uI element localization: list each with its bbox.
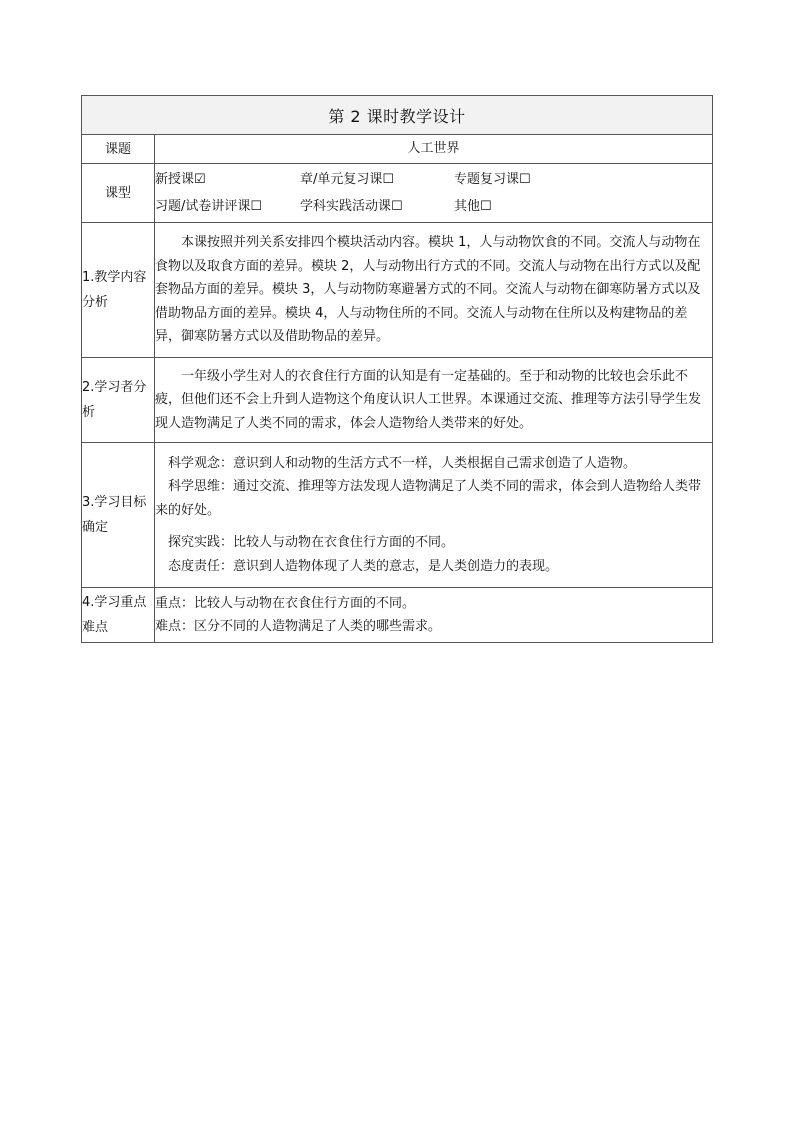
lesson-plan-table	[81, 95, 713, 643]
lesson-type-new: 新授课☑	[155, 171, 206, 187]
key-point-focus: 重点：比较人与动物在衣食住行方面的不同。	[155, 595, 416, 611]
lesson-type-other: 其他☐	[454, 198, 492, 214]
lesson-type-exercise-review: 习题/试卷讲评课☐	[155, 198, 263, 214]
key-point-difficulty: 难点：区分不同的人造物满足了人类的哪些需求。	[155, 619, 442, 634]
objectives-label: 3.学习目标确定	[82, 443, 155, 588]
lesson-type-practice: 学科实践活动课☐	[300, 198, 403, 214]
content-analysis-cell	[155, 223, 713, 358]
objective-practice: 探究实践：比较人与动物在衣食住行方面的不同。	[168, 535, 455, 551]
objectives-cell	[155, 443, 713, 588]
learner-analysis-text: 一年级小学生对人的衣食住行方面的认知是有一定基础的。至于和动物的比较也会乐此不疲，但他们还不会上升到人造物这个角度认识人工世界。本课通过交流、推理等方法引导学生发现人造物满足了人类不同的需求，体会人造物给人类带来的好处。	[155, 368, 702, 431]
learner-analysis-label: 2.学习者分析	[82, 358, 155, 443]
lesson-type-unit-review: 章/单元复习课☐	[300, 171, 395, 187]
learner-analysis-cell	[155, 358, 713, 443]
key-points-cell	[155, 588, 713, 643]
objective-concept: 科学观念：意识到人和动物的生活方式不一样，人类根据自己需求创造了人造物。	[168, 455, 637, 471]
topic-label: 课题	[82, 135, 155, 164]
topic-value: 人工世界	[155, 135, 713, 164]
content-analysis-text: 本课按照并列关系安排四个模块活动内容。模块 1，人与动物饮食的不同。交流人与动物在食物以及取食方面的差异。模块 2，人与动物出行方式的不同。交流人与动物在出行方式以及配套物品方面的差异。模块 3，人与动物防寒避暑方式的不同。交流人与动物在御寒防暑方式以及借助物品方面的差异。模块 4，人与动物住所的不同。交流人与动物在住所以及构建物品的差异，御寒防暑方式以及借助物品的差异。	[155, 235, 701, 345]
lesson-type-label: 课型	[82, 164, 155, 223]
objective-attitude: 态度责任：意识到人造物体现了人类的意志，是人类创造力的表现。	[168, 558, 559, 574]
lesson-type-options	[155, 164, 713, 223]
objective-thinking: 科学思维：通过交流、推理等方法发现人造物满足了人类不同的需求，体会到人造物给人类带来的好处。	[155, 479, 702, 518]
content-analysis-label: 1.教学内容分析	[82, 223, 155, 358]
table-title: 第 2 课时教学设计	[82, 96, 713, 135]
key-points-label: 4.学习重点难点	[82, 588, 155, 643]
lesson-type-topic-review: 专题复习课☐	[454, 171, 531, 187]
